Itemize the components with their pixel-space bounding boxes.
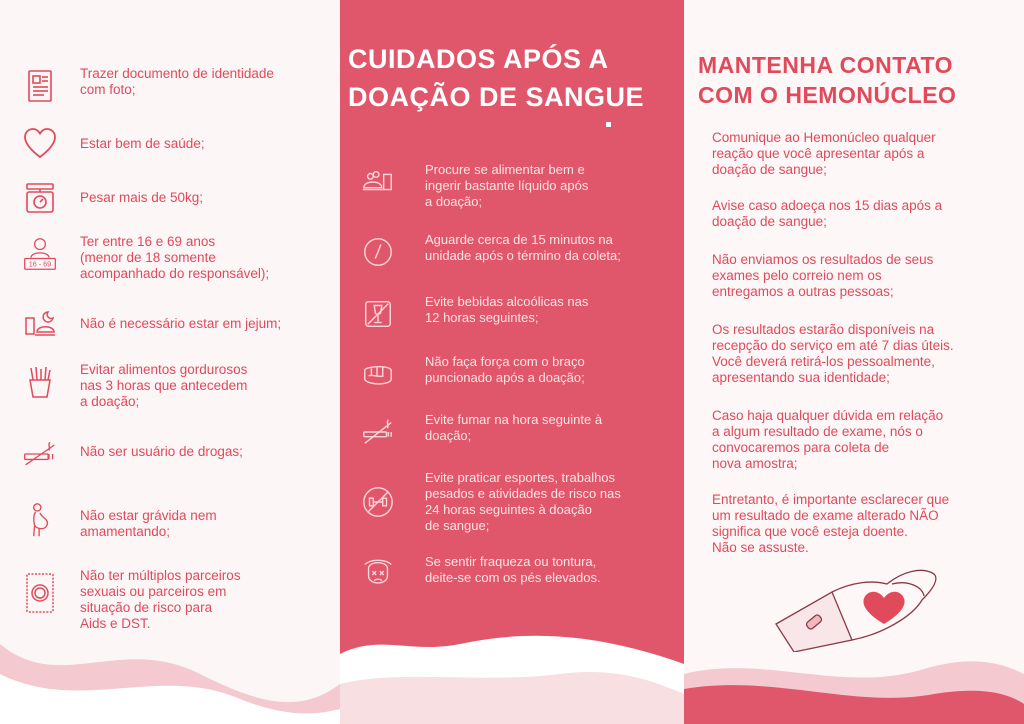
fries-icon bbox=[18, 362, 62, 402]
contact-title: MANTENHA CONTATO COM O HEMONÚCLEO bbox=[698, 52, 957, 108]
left-bottom-wave bbox=[0, 614, 340, 724]
right-panel-contact bbox=[684, 0, 1024, 724]
list-item bbox=[18, 178, 328, 218]
clock-icon bbox=[358, 232, 398, 272]
no-smoking-icon bbox=[358, 412, 398, 452]
list-item bbox=[18, 434, 328, 474]
aftercare-text: Evite fumar na hora seguinte à doação; bbox=[425, 412, 603, 443]
requirement-text: Não é necessário estar em jejum; bbox=[80, 316, 282, 331]
requirement-text: Ter entre 16 e 69 anos (menor de 18 somente acompanhado do responsável); bbox=[80, 234, 270, 281]
aftercare-text: Se sentir fraqueza ou tontura, deite-se com os pés elevados. bbox=[425, 554, 601, 585]
middle-bottom-wave bbox=[340, 614, 684, 724]
contact-paragraph: Comunique ao Hemonúcleo qualquer reação que você apresentar após a doação de sangue; bbox=[712, 130, 936, 177]
list-item bbox=[358, 232, 678, 272]
contact-paragraph: Os resultados estarão disponíveis na recepção do serviço em até 7 dias úteis. Você deverá retirá-los pessoalmente, apresentando sua identidade; bbox=[712, 322, 954, 385]
requirement-text: Evitar alimentos gordurosos nas 3 horas que antecedem a doação; bbox=[80, 362, 248, 409]
scale-icon bbox=[18, 178, 62, 218]
no-alcohol-icon bbox=[358, 294, 398, 334]
age-badge-text: 16 - 69 bbox=[28, 259, 52, 269]
list-item bbox=[358, 412, 678, 452]
no-drugs-icon bbox=[18, 434, 62, 474]
aftercare-text: Aguarde cerca de 15 minutos na unidade após o término da coleta; bbox=[425, 232, 621, 263]
list-item bbox=[358, 470, 678, 534]
requirement-text: Não ter múltiplos parceiros sexuais ou parceiros em situação de risco para Aids e DST. bbox=[80, 568, 241, 631]
list-item bbox=[18, 362, 328, 410]
contact-paragraph: Entretanto, é importante esclarecer que um resultado de exame alterado NÃO significa que você esteja doente. Não se assuste. bbox=[712, 492, 950, 555]
list-item bbox=[18, 500, 328, 540]
pregnant-icon bbox=[18, 500, 62, 540]
age-person-icon bbox=[18, 234, 62, 274]
list-item bbox=[18, 124, 328, 164]
right-bottom-wave bbox=[684, 614, 1024, 724]
aftercare-text: Evite bebidas alcoólicas nas 12 horas seguintes; bbox=[425, 294, 589, 325]
left-panel-requirements bbox=[0, 0, 340, 724]
middle-panel-aftercare bbox=[340, 0, 684, 724]
requirement-text: Não estar grávida nem amamentando; bbox=[80, 508, 217, 539]
id-document-icon bbox=[18, 66, 62, 106]
list-item bbox=[358, 162, 678, 210]
aftercare-text: Procure se alimentar bem e ingerir bastante líquido após a doação; bbox=[425, 162, 589, 209]
aftercare-title: CUIDADOS APÓS A DOAÇÃO DE SANGUE bbox=[348, 44, 645, 112]
title-dot bbox=[606, 122, 611, 127]
fist-icon bbox=[358, 354, 398, 394]
requirement-text: Trazer documento de identidade com foto; bbox=[80, 66, 274, 97]
no-exercise-icon bbox=[358, 482, 398, 522]
contact-paragraph: Avise caso adoeça nos 15 dias após a doação de sangue; bbox=[712, 198, 943, 229]
list-item bbox=[18, 234, 328, 282]
requirement-text: Pesar mais de 50kg; bbox=[80, 190, 204, 205]
condom-icon bbox=[18, 568, 62, 618]
requirement-text: Estar bem de saúde; bbox=[80, 136, 205, 151]
contact-paragraph: Caso haja qualquer dúvida em relação a algum resultado de exame, nós o convocaremos para coleta de nova amostra; bbox=[712, 408, 944, 471]
list-item bbox=[18, 66, 328, 106]
list-item bbox=[358, 294, 678, 334]
list-item bbox=[18, 306, 328, 346]
aftercare-text: Não faça força com o braço puncionado após a doação; bbox=[425, 354, 585, 385]
list-item bbox=[358, 354, 678, 394]
aftercare-text: Evite praticar esportes, trabalhos pesados e atividades de risco nas 24 horas seguintes à doação de sangue; bbox=[425, 470, 621, 533]
contact-paragraph: Não enviamos os resultados de seus exames pelo correio nem os entregamos a outras pessoas; bbox=[712, 252, 934, 299]
meal-icon bbox=[18, 306, 62, 346]
list-item bbox=[358, 554, 678, 594]
requirement-text: Não ser usuário de drogas; bbox=[80, 444, 243, 459]
food-icon bbox=[358, 162, 398, 202]
dizzy-face-icon bbox=[358, 554, 398, 594]
heart-outline-icon bbox=[18, 124, 62, 164]
